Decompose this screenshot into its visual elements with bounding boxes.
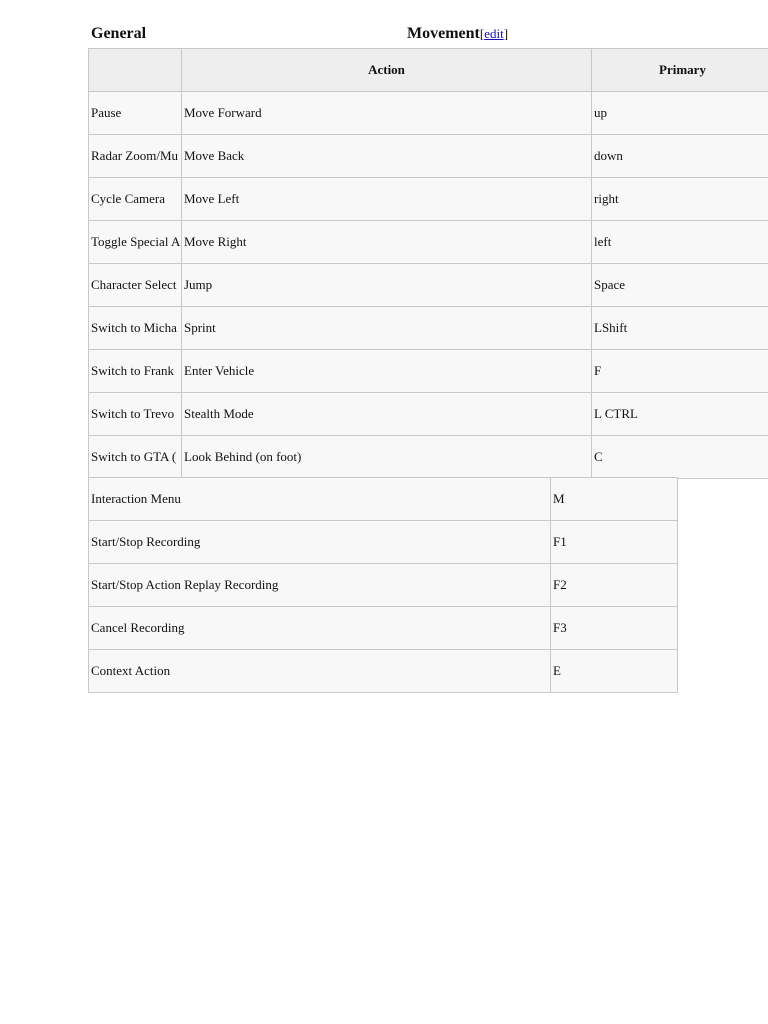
table-row — [89, 436, 768, 479]
general-action-cell: Interaction Menu — [89, 478, 551, 521]
general-action-cell: Switch to GTA ( — [89, 436, 182, 478]
table-row — [89, 393, 182, 436]
table-row — [89, 350, 182, 393]
general-table-upper — [88, 91, 181, 477]
movement-action-cell: Move Right — [182, 221, 592, 264]
table-row — [89, 350, 768, 393]
table-row — [89, 135, 182, 178]
table-row — [89, 650, 678, 693]
general-action-cell: Start/Stop Action Replay Recording — [89, 564, 551, 607]
edit-bracket-open: [ — [479, 26, 485, 41]
movement-key-cell: C — [592, 436, 768, 479]
edit-bracket-group — [480, 26, 508, 41]
movement-table — [88, 48, 768, 479]
movement-key-cell: L CTRL — [592, 393, 768, 436]
movement-action-cell: Move Left — [182, 178, 592, 221]
general-action-cell: Cancel Recording — [89, 607, 551, 650]
movement-action-cell: Jump — [182, 264, 592, 307]
movement-action-cell: Move Back — [182, 135, 592, 178]
movement-key-cell: Space — [592, 264, 768, 307]
movement-action-cell: Look Behind (on foot) — [182, 436, 592, 479]
table-row — [89, 135, 768, 178]
table-row — [89, 178, 768, 221]
general-action-cell: Toggle Special A — [89, 221, 182, 264]
movement-action-cell: Sprint — [182, 307, 592, 350]
general-key-cell: M — [551, 478, 678, 521]
table-row — [89, 436, 182, 478]
movement-action-cell: Move Forward — [182, 92, 592, 135]
table-row — [89, 307, 768, 350]
movement-key-cell: left — [592, 221, 768, 264]
table-row — [89, 607, 678, 650]
general-action-cell: Radar Zoom/Mu — [89, 135, 182, 178]
movement-action-cell: Enter Vehicle — [182, 350, 592, 393]
general-action-cell: Character Select — [89, 264, 182, 307]
general-action-cell: Switch to Frank — [89, 350, 182, 393]
movement-header-action: Action — [182, 49, 592, 92]
movement-heading: Movement — [407, 25, 480, 42]
table-row — [89, 221, 768, 264]
movement-header-primary: Primary — [592, 49, 768, 92]
movement-header-blank — [89, 49, 182, 92]
general-action-cell: Cycle Camera — [89, 178, 182, 221]
general-key-cell: F2 — [551, 564, 678, 607]
table-row — [89, 393, 768, 436]
general-key-cell: F3 — [551, 607, 678, 650]
table-row — [89, 92, 768, 135]
table-row — [89, 478, 678, 521]
movement-key-cell: up — [592, 92, 768, 135]
table-row — [89, 307, 182, 350]
movement-key-cell: LShift — [592, 307, 768, 350]
movement-key-cell: down — [592, 135, 768, 178]
table-row — [89, 178, 182, 221]
general-action-cell: Context Action — [89, 650, 551, 693]
general-action-cell: Start/Stop Recording — [89, 521, 551, 564]
movement-key-cell: F — [592, 350, 768, 393]
table-row — [89, 564, 678, 607]
table-row — [89, 264, 768, 307]
table-row — [89, 264, 182, 307]
general-key-cell: F1 — [551, 521, 678, 564]
general-action-cell: Switch to Trevo — [89, 393, 182, 436]
table-row — [89, 92, 182, 135]
movement-key-cell: right — [592, 178, 768, 221]
movement-heading-group — [407, 25, 508, 43]
movement-action-cell: Stealth Mode — [182, 393, 592, 436]
edit-bracket-close: ] — [503, 26, 509, 41]
table-row — [89, 521, 678, 564]
edit-link[interactable]: edit — [484, 26, 504, 41]
general-action-cell: Switch to Micha — [89, 307, 182, 350]
general-table — [88, 477, 678, 693]
movement-header-row — [89, 49, 768, 92]
general-heading: General — [91, 25, 147, 42]
general-table-clipped — [88, 91, 181, 477]
general-key-cell: E — [551, 650, 678, 693]
general-action-cell: Pause — [89, 92, 182, 135]
table-row — [89, 221, 182, 264]
